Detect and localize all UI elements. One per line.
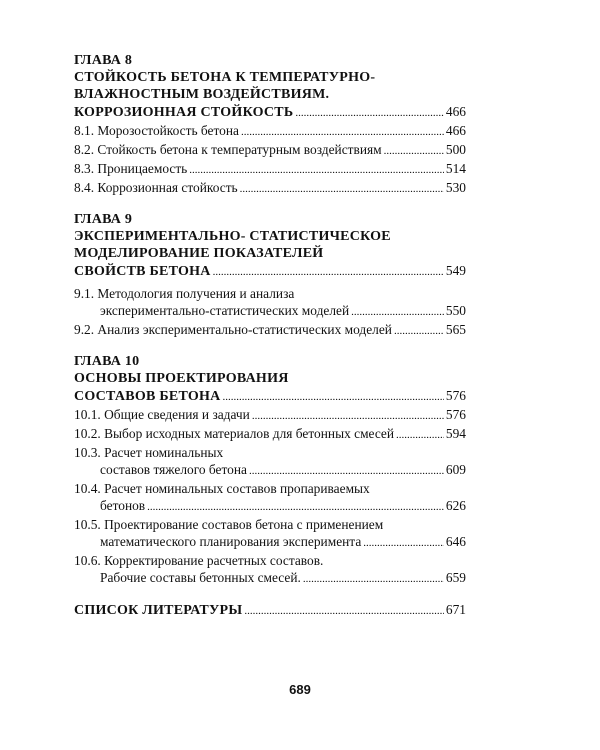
toc-entry[interactable] [74, 179, 466, 198]
chapter-label: ГЛАВА 9 [74, 212, 133, 227]
section-title-continuation: Рабочие составы бетонных смесей. [100, 570, 301, 585]
section-title: 10.3. Расчет номинальных [74, 445, 224, 460]
leader-dots [244, 603, 444, 620]
toc-entry[interactable] [74, 516, 466, 552]
leader-dots [363, 535, 444, 552]
page-number: 609 [445, 462, 466, 477]
chapter-title-line: СТОЙКОСТЬ БЕТОНА К ТЕМПЕРАТУРНО- [74, 70, 376, 85]
chapter-title-line: ЭКСПЕРИМЕНТАЛЬНО- СТАТИСТИЧЕСКОЕ [74, 229, 391, 244]
leader-dots [384, 143, 444, 160]
chapter-title-line: ВЛАЖНОСТНЫМ ВОЗДЕЙСТВИЯМ. [74, 87, 330, 102]
leader-dots [240, 181, 444, 198]
page-number: 576 [445, 407, 466, 422]
section-title: 10.4. Расчет номинальных составов пропариваемых [74, 481, 370, 496]
page-number: 671 [445, 602, 466, 617]
leader-dots [394, 323, 444, 340]
chapter-title-line: ОСНОВЫ ПРОЕКТИРОВАНИЯ [74, 371, 289, 386]
toc-entry-chapter-9[interactable] [74, 262, 466, 281]
leader-dots [396, 427, 444, 444]
toc-entry-chapter-8[interactable] [74, 103, 466, 122]
section-title-continuation: составов тяжелого бетона [100, 462, 247, 477]
leader-dots [147, 499, 444, 516]
page-number: 549 [445, 263, 466, 278]
chapter-8 [74, 52, 466, 198]
chapter-title-line: СОСТАВОВ БЕТОНА [74, 389, 221, 404]
chapter-title-line: МОДЕЛИРОВАНИЕ ПОКАЗАТЕЛЕЙ [74, 246, 324, 261]
toc-entry[interactable] [74, 444, 466, 480]
section-title-continuation: экспериментально-статистических моделей [100, 303, 350, 318]
toc-entry[interactable] [74, 406, 466, 425]
toc-entry-chapter-10[interactable] [74, 387, 466, 406]
chapter-title-line: СВОЙСТВ БЕТОНА [74, 264, 211, 279]
leader-dots [252, 408, 444, 425]
page-number: 626 [445, 498, 466, 513]
section-title-continuation: бетонов [100, 498, 146, 513]
section-title: 9.1. Методология получения и анализа [74, 286, 295, 301]
toc-entry[interactable] [74, 160, 466, 179]
chapter-label: ГЛАВА 8 [74, 53, 133, 68]
section-title: 8.2. Стойкость бетона к температурным воздействиям [74, 142, 382, 157]
page-number: 646 [445, 534, 466, 549]
section-title: 10.5. Проектирование составов бетона с применением [74, 517, 384, 532]
section-title: 8.1. Морозостойкость бетона [74, 123, 239, 138]
leader-dots [249, 463, 444, 480]
toc-entry-bibliography[interactable] [74, 601, 466, 620]
folio-page-number: 689 [289, 682, 311, 697]
page-number: 514 [445, 161, 466, 176]
page-number: 466 [445, 123, 466, 138]
leader-dots [222, 389, 443, 406]
section-title: 10.1. Общие сведения и задачи [74, 407, 250, 422]
chapter-9 [74, 211, 466, 340]
bibliography-title: СПИСОК ЛИТЕРАТУРЫ [74, 603, 243, 618]
leader-dots [351, 304, 444, 321]
toc-entry[interactable] [74, 285, 466, 321]
page-number: 500 [445, 142, 466, 157]
section-title: 8.3. Проницаемость [74, 161, 188, 176]
toc-entry[interactable] [74, 141, 466, 160]
chapter-10 [74, 353, 466, 588]
toc-entry[interactable] [74, 321, 466, 340]
toc-entry[interactable] [74, 552, 466, 588]
page-number: 550 [445, 303, 466, 318]
table-of-contents [74, 52, 466, 620]
chapter-label: ГЛАВА 10 [74, 354, 140, 369]
leader-dots [295, 105, 444, 122]
page-number: 594 [445, 426, 466, 441]
toc-entry[interactable] [74, 480, 466, 516]
page-number: 565 [445, 322, 466, 337]
page-number: 466 [445, 104, 466, 119]
toc-entry[interactable] [74, 122, 466, 141]
page-number: 530 [445, 180, 466, 195]
chapter-title-line: КОРРОЗИОННАЯ СТОЙКОСТЬ [74, 105, 294, 120]
section-title: 8.4. Коррозионная стойкость [74, 180, 238, 195]
leader-dots [189, 162, 444, 179]
section-title: 10.6. Корректирование расчетных составов. [74, 553, 324, 568]
section-title-continuation: математического планирования эксперимента [100, 534, 362, 549]
toc-entry[interactable] [74, 425, 466, 444]
leader-dots [213, 264, 444, 281]
section-title: 9.2. Анализ экспериментально-статистических моделей [74, 322, 392, 337]
leader-dots [241, 124, 444, 141]
leader-dots [303, 571, 444, 588]
page-number: 659 [445, 570, 466, 585]
page-number: 576 [445, 388, 466, 403]
section-title: 10.2. Выбор исходных материалов для бетонных смесей [74, 426, 395, 441]
